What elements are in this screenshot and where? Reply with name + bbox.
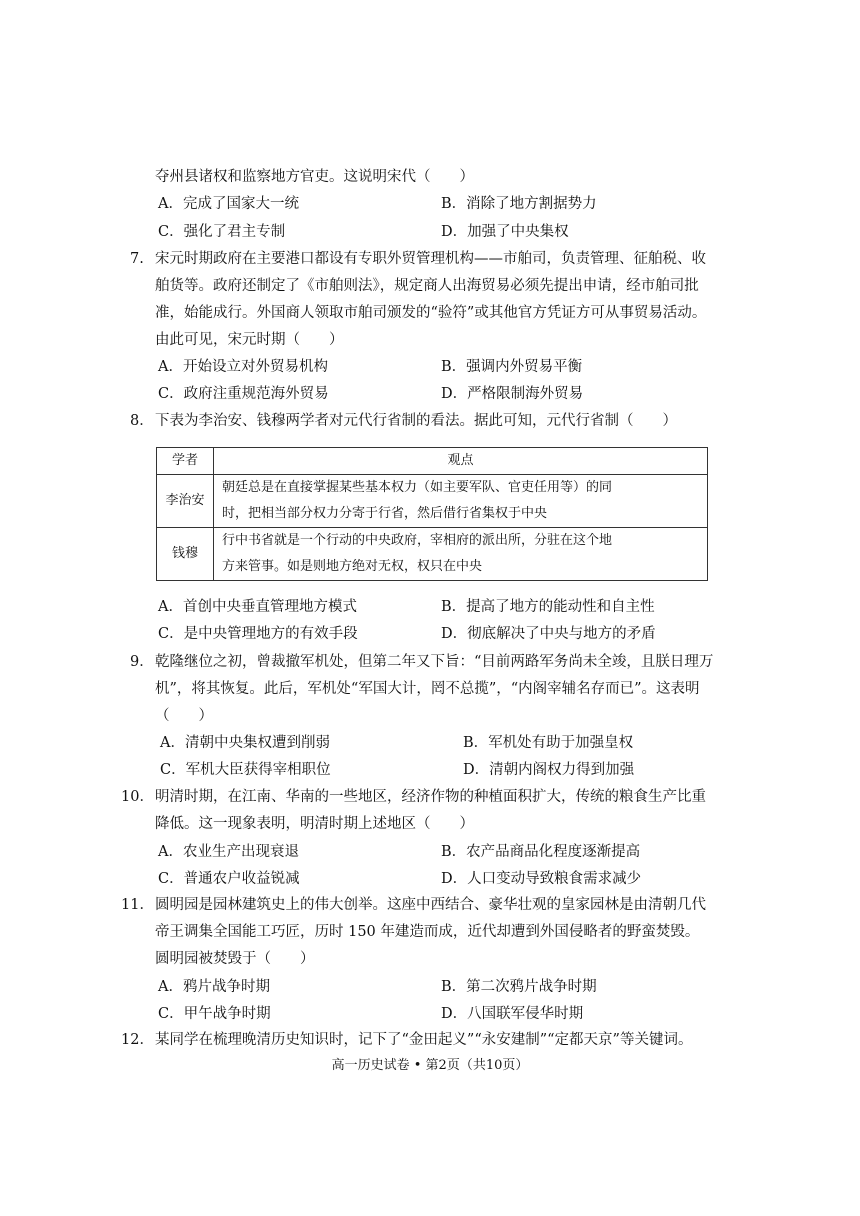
q12-stem: 某同学在梳理晚清历史知识时，记下了“金田起义”“永安建制”“定都天京”等关键词。 — [155, 1032, 693, 1048]
table-header-scholar: 学者 — [157, 448, 214, 475]
q6-option-d: D．加强了中央集权 — [441, 224, 569, 240]
q7-option-a: A．开始设立对外贸易机构 — [158, 359, 328, 375]
q8-option-c: C．是中央管理地方的有效手段 — [158, 626, 358, 642]
q8-stem: 下表为李治安、钱穆两学者对元代行省制的看法。据此可知，元代行省制（ ） — [155, 413, 677, 429]
q11-stem-line: 帝王调集全国能工巧匠，历时 150 年建造而成，近代却遭到外国侵略者的野蛮焚毁。 — [155, 924, 700, 940]
q7-stem-line: 由此可见，宋元时期（ ） — [155, 332, 344, 348]
q10-stem-line: 降低。这一现象表明，明清时期上述地区（ ） — [155, 816, 474, 832]
q9-stem-line: 机”，将其恢复。此后，军机处“军国大计，罔不总揽”，“内阁宰辅名存而已”。这表明 — [155, 681, 700, 697]
q10-option-a: A．农业生产出现衰退 — [158, 844, 299, 860]
table-header-row — [157, 448, 708, 475]
q11-option-c: C．甲午战争时期 — [158, 1006, 271, 1022]
q8-option-a: A．首创中央垂直管理地方模式 — [158, 599, 357, 615]
view-line: 朝廷总是在直接掌握某些基本权力（如主要军队、官吏任用等）的同 — [222, 480, 613, 495]
q9-number: 9． — [130, 654, 154, 670]
q10-option-d: D．人口变动导致粮食需求减少 — [441, 871, 642, 887]
q10-stem-line: 明清时期，在江南、华南的一些地区，经济作物的种植面积扩大，传统的粮食生产比重 — [155, 789, 706, 805]
q11-option-b: B．第二次鸦片战争时期 — [441, 979, 597, 995]
scholar-views-table — [156, 447, 708, 581]
q7-stem-line: 舶货等。政府还制定了《市舶则法》，规定商人出海贸易必须先提出申请，经市舶司批 — [155, 278, 699, 294]
q11-stem-line: 圆明园是园林建筑史上的伟大创举。这座中西结合、豪华壮观的皇家园林是由清朝几代 — [155, 897, 706, 913]
q8-option-b: B．提高了地方的能动性和自主性 — [441, 599, 655, 615]
q9-option-d: D．清朝内阁权力得到加强 — [463, 762, 635, 778]
q6-option-b: B．消除了地方割据势力 — [441, 196, 597, 212]
q11-stem-line: 圆明园被焚毁于（ ） — [155, 951, 315, 967]
view-line: 行中书省就是一个行动的中央政府，宰相府的派出所，分驻在这个地 — [222, 533, 613, 548]
view-line: 时，把相当部分权力分寄于行省，然后借行省集权于中央 — [222, 506, 548, 521]
q6-option-c: C．强化了君主专制 — [158, 224, 286, 240]
q11-number: 11． — [121, 897, 154, 913]
view-line: 方来管事。如是则地方绝对无权，权只在中央 — [222, 559, 483, 574]
q7-stem-line: 准，始能成行。外国商人领取市舶司颁发的“验符”或其他官方凭证方可从事贸易活动。 — [155, 305, 707, 321]
q10-number: 10． — [121, 789, 154, 805]
table-row — [157, 475, 708, 528]
table-cell-scholar: 钱穆 — [157, 528, 214, 581]
q7-option-b: B．强调内外贸易平衡 — [441, 359, 583, 375]
q6-option-a: A．完成了国家大一统 — [158, 196, 299, 212]
table-cell-view — [214, 528, 708, 581]
q11-option-d: D．八国联军侵华时期 — [441, 1006, 584, 1022]
q9-option-b: B．军机处有助于加强皇权 — [463, 735, 634, 751]
q10-option-b: B．农产品商品化程度逐渐提高 — [441, 844, 641, 860]
q9-stem-line: 乾隆继位之初，曾裁撤军机处，但第二年又下旨：“目前两路军务尚未全竣，且朕日理万 — [155, 654, 714, 670]
q9-option-c: C．军机大臣获得宰相职位 — [160, 762, 331, 778]
q10-option-c: C．普通农户收益锐减 — [158, 871, 300, 887]
table-row — [157, 528, 708, 581]
q9-option-a: A．清朝中央集权遭到削弱 — [160, 735, 330, 751]
q8-number: 8． — [130, 413, 154, 429]
q7-option-c: C．政府注重规范海外贸易 — [158, 386, 329, 402]
q7-number: 7. — [130, 251, 144, 267]
q8-option-d: D．彻底解决了中央与地方的矛盾 — [441, 626, 656, 642]
page-footer: 高一历史试卷 • 第2页（共10页） — [331, 1058, 529, 1073]
q7-option-d: D．严格限制海外贸易 — [441, 386, 584, 402]
table-cell-scholar: 李治安 — [157, 475, 214, 528]
table-cell-view — [214, 475, 708, 528]
q9-stem-line: （ ） — [155, 708, 213, 724]
q7-stem-line: 宋元时期政府在主要港口都设有专职外贸管理机构——市舶司，负责管理、征舶税、收 — [155, 251, 706, 267]
q11-option-a: A．鸦片战争时期 — [158, 979, 270, 995]
q12-number: 12． — [121, 1032, 154, 1048]
q6-stem-tail: 夺州县诸权和监察地方官吏。这说明宋代（ ） — [155, 169, 474, 185]
table-header-view: 观点 — [214, 448, 708, 475]
